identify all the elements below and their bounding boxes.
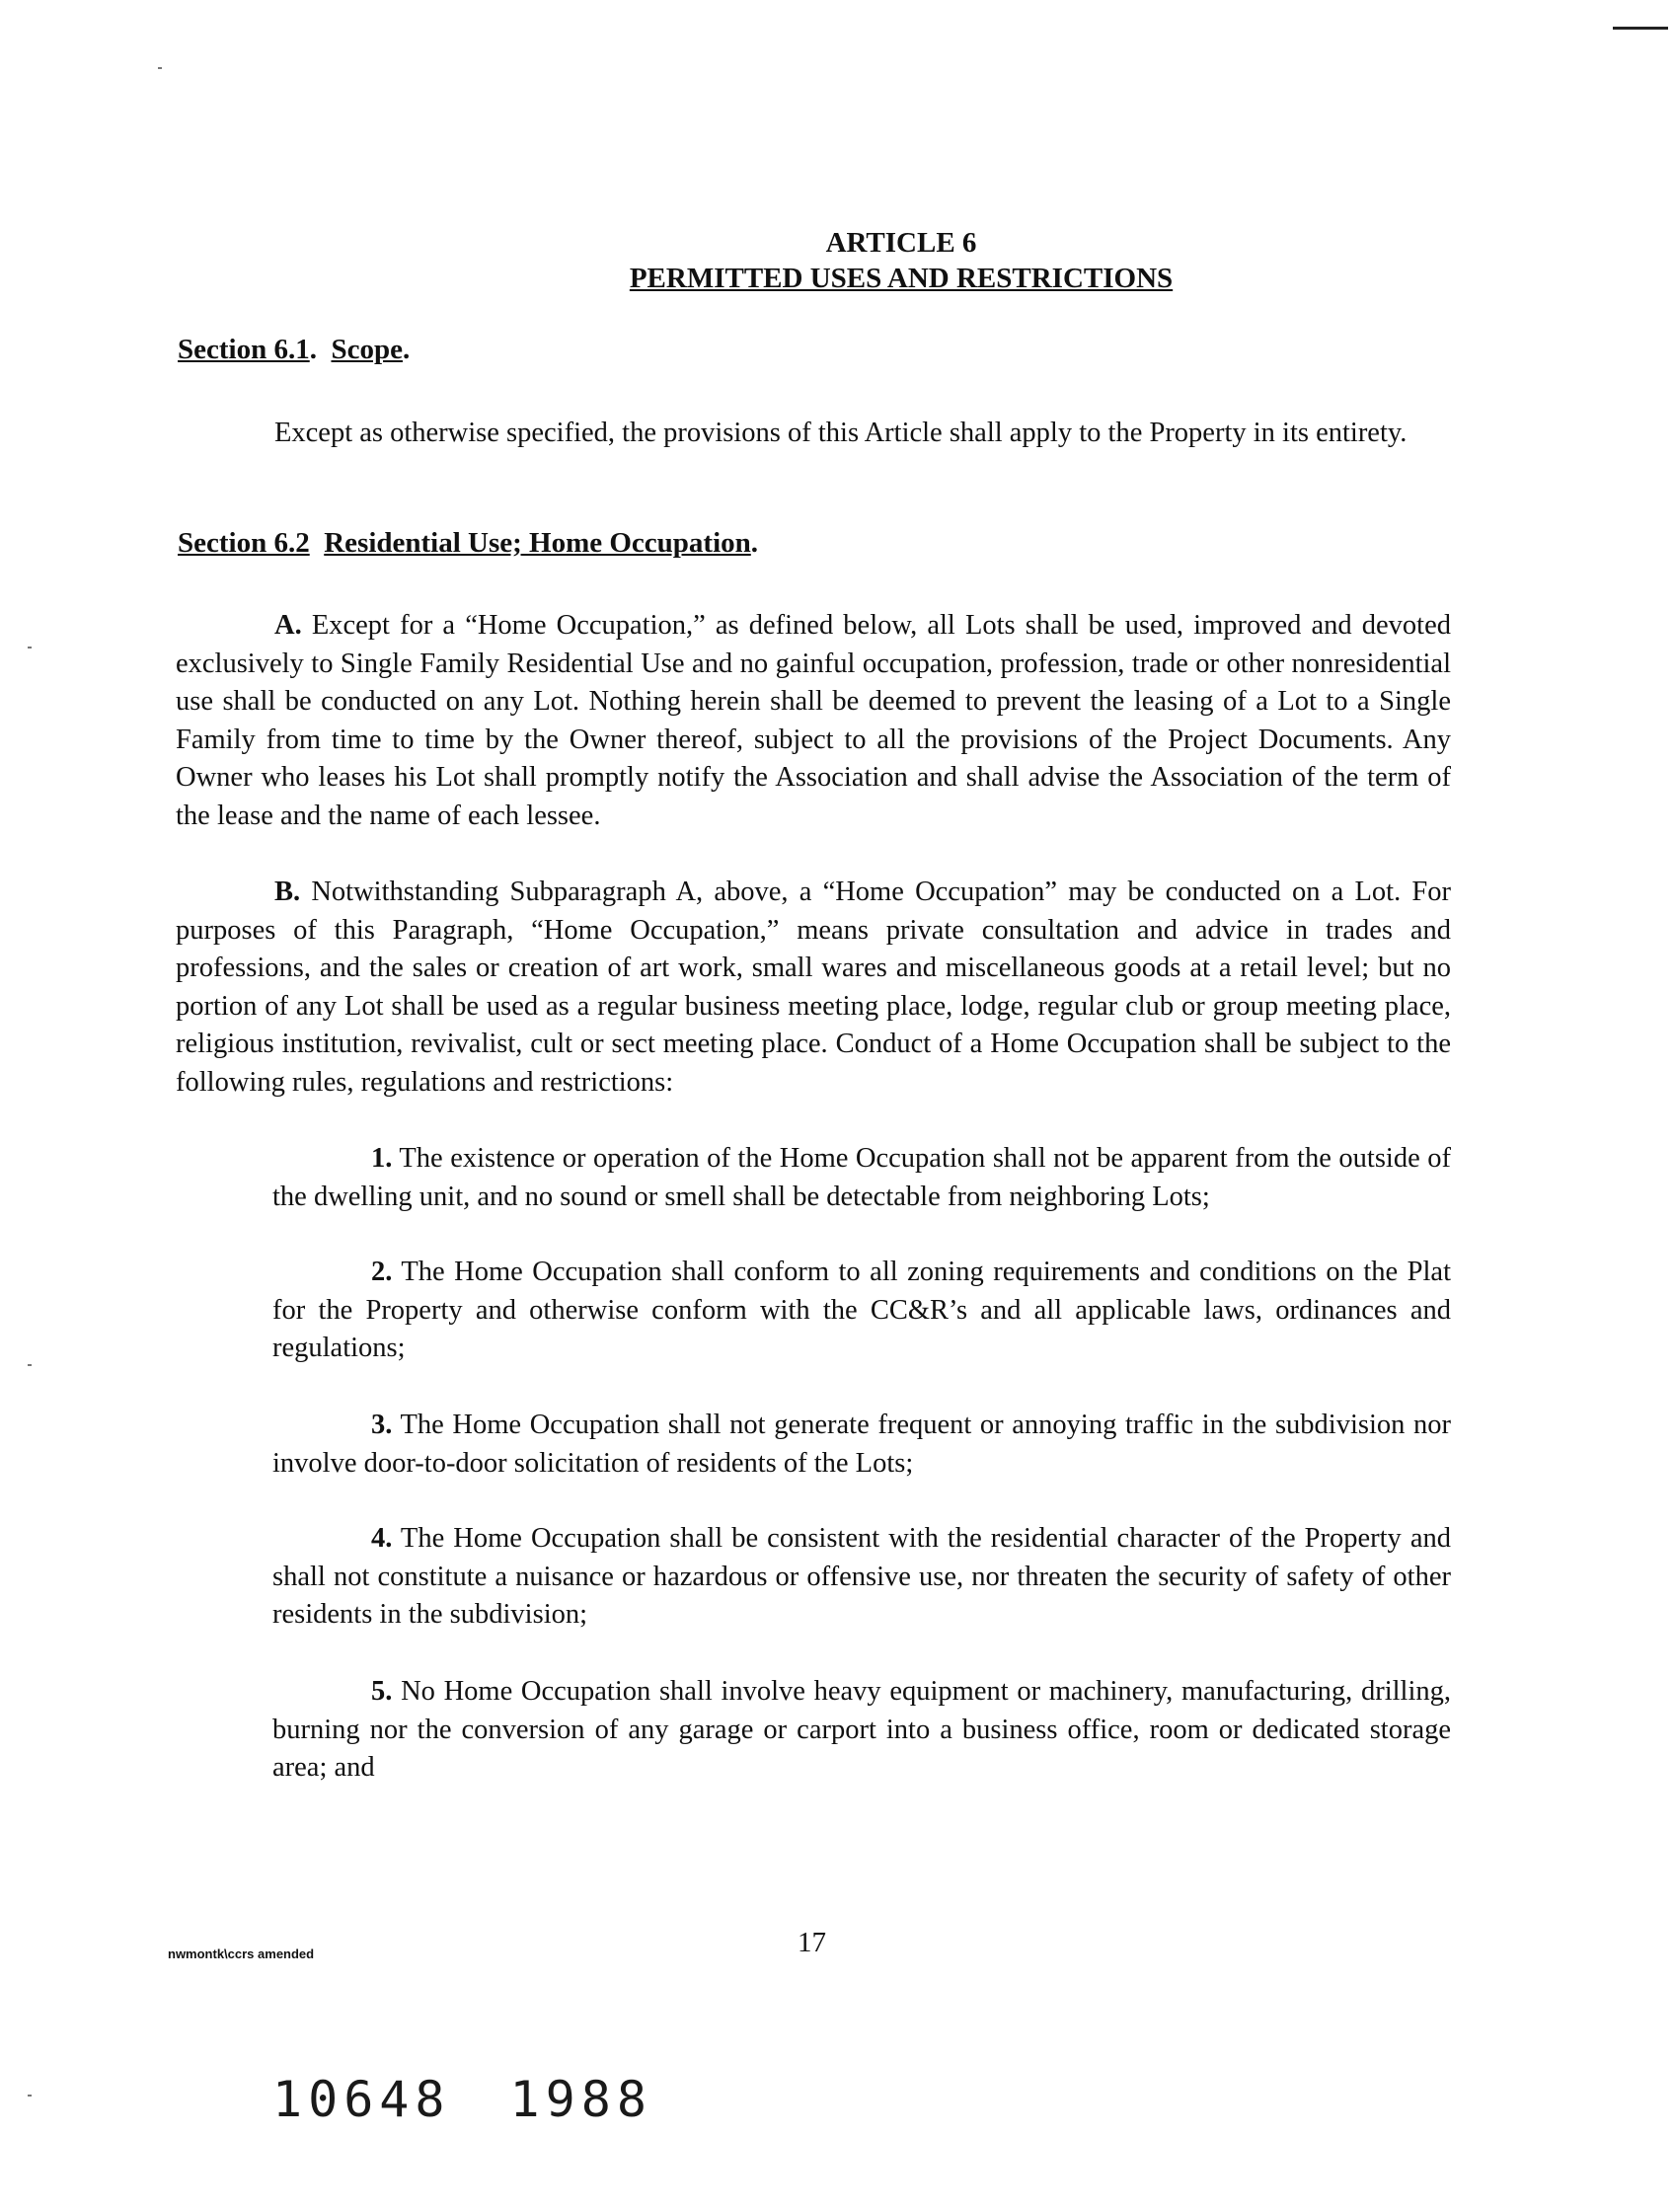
section-6-1-heading: Section 6.1. Scope. [178,334,411,365]
scan-speck [158,67,162,69]
list-item-text: The Home Occupation shall not generate frequent or annoying traffic in the subdivision nor involve door-to-door solicitation of residents of the Lots; [272,1410,1451,1479]
recording-page-number: 1988 [509,2071,652,2128]
section-6-1-title: Scope [331,334,403,365]
section-6-1-number: Section 6.1 [178,334,310,365]
paragraph-b [176,874,1451,1102]
section-6-2-number: Section 6.2 [178,527,310,559]
paragraph-b-label: B. [274,877,301,907]
recording-stamp [272,2071,652,2128]
section-6-1-body: Except as otherwise specified, the provisions of this Article shall apply to the Property in its entirety. [274,418,1408,448]
paragraph-a-label: A. [274,610,302,641]
list-item [272,1140,1451,1216]
list-item-text: The Home Occupation shall be consistent with the residential character of the Property and shall not constitute a nuisance or hazardous or offensive use, nor threaten the security of safety of other residents in the subdivision; [272,1523,1451,1630]
paragraph-a-text: Except for a “Home Occupation,” as defined below, all Lots shall be used, improved and devoted exclusively to Single Family Residential Use and no gainful occupation, profession, trade or other nonresidential use shall be conducted on any Lot. Nothing herein shall be deemed to prevent the leasing of a Lot to a Single Family from time to time by the Owner thereof, subject to all the provisions of the Project Documents. Any Owner who leases his Lot shall promptly notify the Association and shall advise the Association of the term of the lease and the name of each lessee. [176,610,1451,831]
paragraph-a [176,607,1451,835]
article-heading [0,225,1674,296]
list-item-label: 2. [371,1257,393,1287]
list-item-label: 3. [371,1410,393,1440]
list-item-label: 1. [371,1143,393,1174]
list-item [272,1520,1451,1635]
scan-edge-mark [1613,27,1668,30]
list-item [272,1407,1451,1483]
article-number: ARTICLE 6 [825,227,977,259]
section-6-2-heading: Section 6.2 Residential Use; Home Occupation. [178,527,759,559]
page-number: 17 [798,1927,826,1958]
paragraph-b-text: Notwithstanding Subparagraph A, above, a “Home Occupation” may be conducted on a Lot. For purposes of this Paragraph, “Home Occupation,” means private consultation and advice in trades and professions, and the sales or creation of art work, small wares and miscellaneous goods at a retail level; but no portion of any Lot shall be used as a regular business meeting place, lodge, regular club or group meeting place, religious institution, revivalist, cult or sect meeting place. Conduct of a Home Occupation shall be subject to the following rules, regulations and restrictions: [176,877,1452,1098]
scan-speck [28,2095,32,2097]
scan-speck [28,1364,32,1366]
list-item-text: No Home Occupation shall involve heavy equipment or machinery, manufacturing, drilling, burning nor the conversion of any garage or carport into a business office, room or dedicated storage area; and [272,1676,1452,1783]
scan-speck [28,647,32,648]
section-6-2-title: Residential Use; Home Occupation [324,527,751,559]
list-item [272,1673,1451,1788]
list-item-label: 5. [371,1676,393,1707]
list-item-text: The Home Occupation shall conform to all zoning requirements and conditions on the Plat for the Property and otherwise conform with the CC&R’s and all applicable laws, ordinances and regulations; [272,1257,1451,1363]
list-item-text: The existence or operation of the Home Occupation shall not be apparent from the outside of the dwelling unit, and no sound or smell shall be detectable from neighboring Lots; [272,1143,1451,1212]
list-item [272,1254,1451,1368]
recording-book-number: 10648 [272,2071,451,2128]
article-title: PERMITTED USES AND RESTRICTIONS [629,263,1174,294]
file-reference: nwmontk\ccrs amended [168,1946,315,1961]
list-item-label: 4. [371,1523,393,1554]
